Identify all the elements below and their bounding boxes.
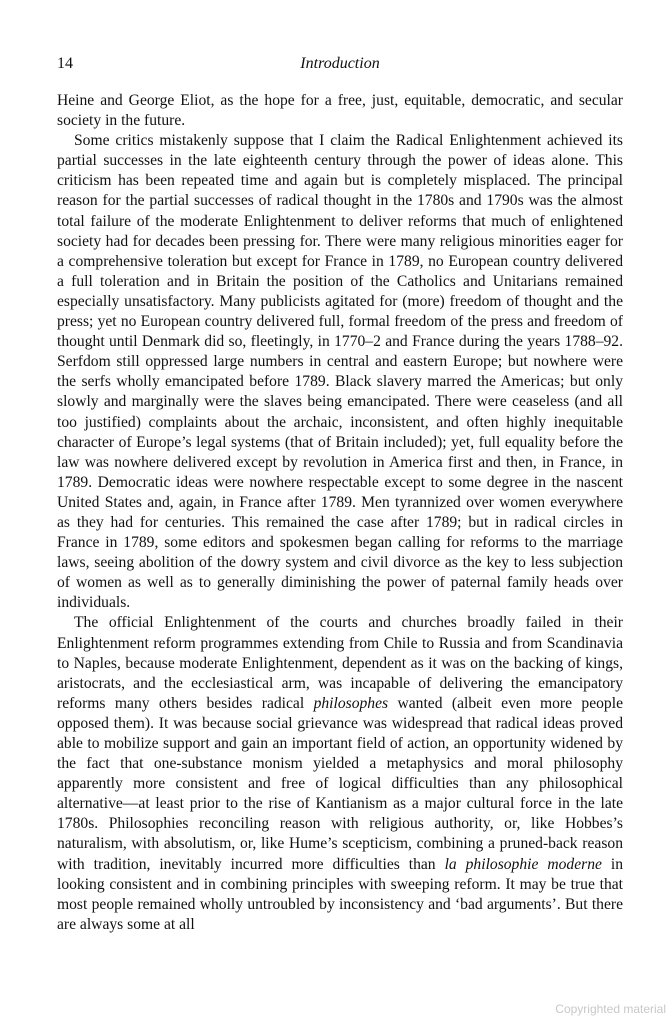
page-number: 14 (57, 55, 73, 72)
page-header (57, 55, 623, 77)
italic-term-philosophie-moderne: la philosophie moderne (444, 855, 602, 873)
copyright-watermark: Copyrighted material (555, 1002, 666, 1016)
paragraph-1: Heine and George Eliot, as the hope for a free, just, equitable, democratic, and secular society in the future. (57, 92, 623, 130)
running-head: Introduction (300, 55, 380, 72)
paragraph-3 (57, 613, 623, 935)
body-text (57, 91, 623, 935)
paragraph-3-text-1: The official Enlightenment of the courts and churches broadly failed in their Enlightenment reform programmes extending from Chile to Russia and from Scandinavia to Naples, because moderate Enlightenment, dependent as it was on the backing of kings, aristocrats, and the ecclesiastical arm, was incapable of delivering the emancipatory reforms many others besides radical (57, 614, 623, 712)
italic-term-philosophes: philosophes (313, 694, 389, 712)
paragraph-2: Some critics mistakenly suppose that I claim the Radical Enlightenment achieved its partial successes in the late eighteenth century through the power of ideas alone. This criticism has been repeated time and again but is completely misplaced. The principal reason for the partial successes of radical thought in the 1780s and 1790s was the almost total failure of the moderate Enlightenment to deliver reforms that much of enlightened society had for decades been pressing for. There were many religious minorities eager for a comprehensive toleration but except for France in 1789, no European country delivered a full toleration and in Britain the position of the Catholics and Unitarians remained especially unsatisfactory. Many publicists agitated for (more) freedom of thought and the press; yet no European country delivered full, formal freedom of the press and freedom of thought until Denmark did so, fleetingly, in 1770–2 and France during the years 1788–92. Serfdom still oppressed large numbers in central and eastern Europe; but nowhere were the serfs wholly emancipated before 1789. Black slavery marred the Americas; but only slowly and marginally were the slaves being emancipated. There were ceaseless (and all too justified) complaints about the archaic, inconsistent, and often highly inequitable character of Europe’s legal systems (that of Britain included); yet, full equality before the law was nowhere delivered except by revolution in America first and then, in France, in 1789. Democratic ideas were nowhere respectable except to some degree in the nascent United States and, again, in France after 1789. Men tyrannized over women everywhere as they had for centuries. This remained the case after 1789; but in radical circles in France in 1789, some editors and spokesmen began calling for reforms to the marriage laws, seeing abolition of the dowry system and civil divorce as the key to less subjection of women as well as to generally diminishing the power of paternal family heads over individuals. (57, 132, 623, 612)
paragraph-3-text-2: wanted (albeit even more people opposed them). It was because social grievance was widespread that radical ideas proved able to mobilize support and gain an important field of action, an opportunity widened by the fact that one-substance monism yielded a metaphysics and moral philosophy apparently more consistent and free of logical difficulties than any philosophical alternative—at least prior to the rise of Kantianism as a major cultural force in the late 1780s. Philosophies reconciling reason with religious authority, or, like Hobbes’s naturalism, with absolutism, or, like Hume’s scepticism, combining a pruned-back reason with tradition, inevitably incurred more difficulties than (57, 694, 623, 873)
paragraph-3-text-3: in looking consistent and in combining principles with sweeping reform. It may be true that most people remained wholly untroubled by inconsistency and ‘bad arguments’. But there are always some at all (57, 855, 623, 933)
